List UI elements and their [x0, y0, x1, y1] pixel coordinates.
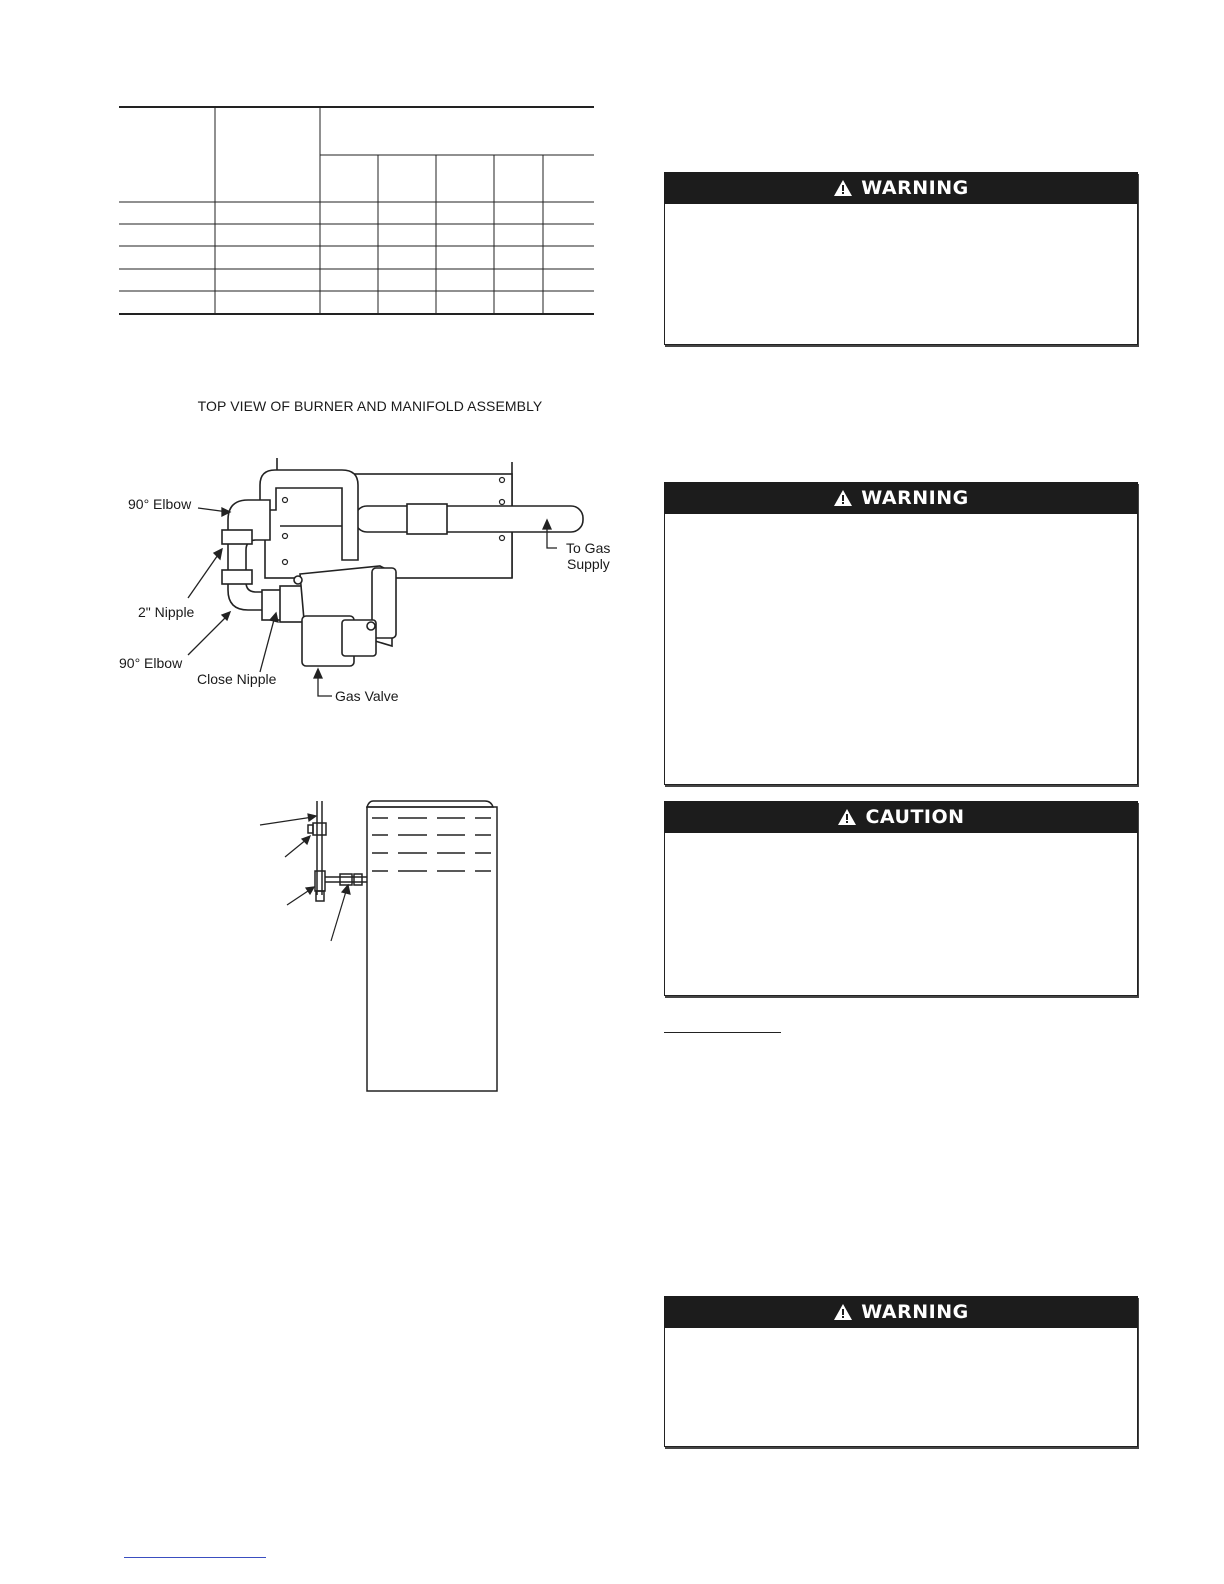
- label-to-gas-supply-line2: Supply: [567, 556, 610, 572]
- label-2in-nipple: 2" Nipple: [138, 604, 195, 620]
- warning-box-3: [664, 1296, 1138, 1447]
- caution-label: CAUTION: [865, 806, 965, 828]
- warning-label-3: WARNING: [861, 1301, 969, 1323]
- warning-header-1: [664, 172, 1138, 204]
- warning-header-3: [664, 1296, 1138, 1328]
- label-to-gas-supply-line1: To Gas: [566, 540, 611, 556]
- warning-box-2: [664, 482, 1138, 785]
- caution-triangle-icon: [837, 808, 857, 826]
- caution-box: [664, 801, 1138, 996]
- label-90-elbow-bottom: 90° Elbow: [119, 655, 183, 671]
- label-gas-valve: Gas Valve: [335, 688, 399, 704]
- warning-label-2: WARNING: [861, 487, 969, 509]
- caution-header: [664, 801, 1138, 833]
- burner-manifold-diagram: [110, 450, 630, 720]
- warning-triangle-icon: [833, 179, 853, 197]
- warning-header-2: [664, 482, 1138, 514]
- warning-box-1: [664, 172, 1138, 345]
- warning-triangle-icon: [833, 489, 853, 507]
- figure-title: TOP VIEW OF BURNER AND MANIFOLD ASSEMBLY: [197, 398, 543, 414]
- data-table: [119, 106, 594, 316]
- section-heading-underline: [664, 1032, 781, 1033]
- label-90-elbow-top: 90° Elbow: [128, 496, 192, 512]
- furnace-piping-diagram: [255, 795, 505, 1095]
- warning-triangle-icon: [833, 1303, 853, 1321]
- footer-link-rule: [124, 1557, 266, 1558]
- label-close-nipple: Close Nipple: [197, 671, 277, 687]
- warning-label-1: WARNING: [861, 177, 969, 199]
